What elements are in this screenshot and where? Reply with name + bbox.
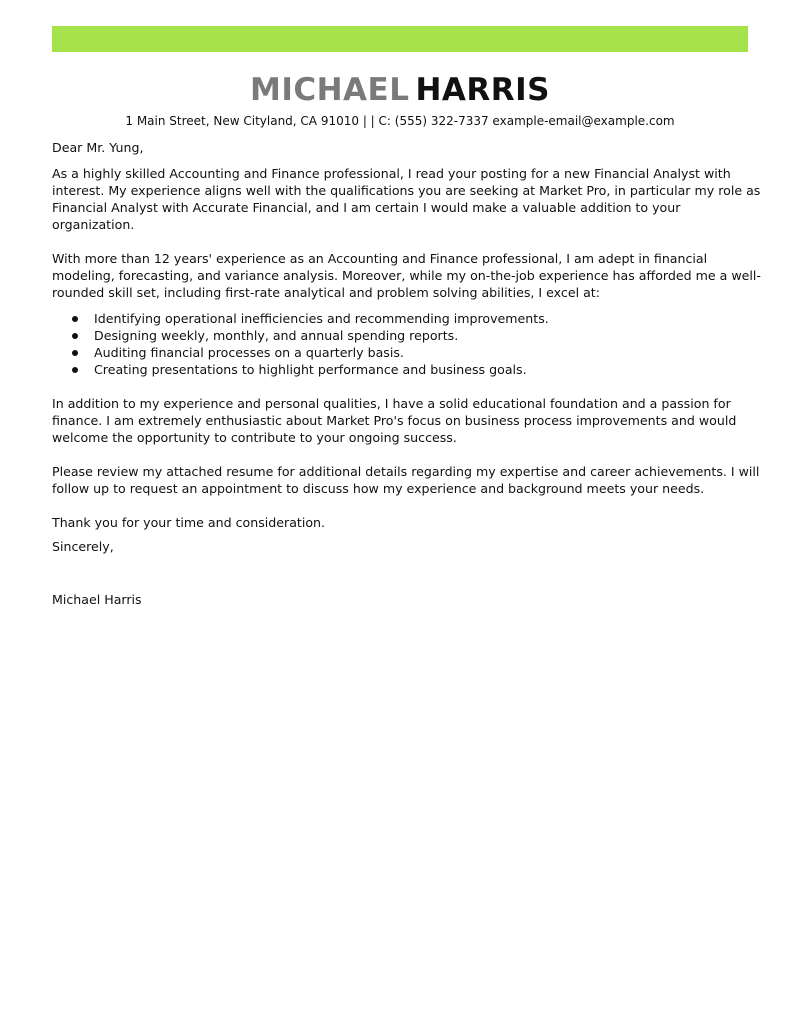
paragraph-experience: With more than 12 years' experience as an Accounting and Finance professional, I am adept in financial modeling, forecasting, and variance analysis. Moreover, while my on-the-job experience has afforded me a well-rounded skill set, including first-rate analytical and problem solving abilities, I excel at: bbox=[52, 251, 761, 300]
paragraph-education: In addition to my experience and personal qualities, I have a solid educational foundation and a passion for finance. I am extremely enthusiastic about Market Pro's focus on business process improvements and would welcome the opportunity to contribute to your ongoing success. bbox=[52, 396, 737, 445]
applicant-first-name: MICHAEL bbox=[249, 72, 410, 108]
applicant-last-name: HARRIS bbox=[415, 72, 551, 108]
closing-line: Thank you for your time and consideration. bbox=[52, 515, 326, 530]
list-item bbox=[52, 310, 762, 327]
list-item bbox=[52, 361, 762, 378]
list-item bbox=[52, 344, 762, 361]
list-item bbox=[52, 327, 762, 344]
skill-text: Identifying operational inefficiencies and recommending improvements. bbox=[94, 311, 549, 326]
bullet-icon bbox=[72, 316, 78, 322]
bullet-icon bbox=[72, 350, 78, 356]
bullet-icon bbox=[72, 333, 78, 339]
bullet-icon bbox=[72, 367, 78, 373]
skill-text: Creating presentations to highlight performance and business goals. bbox=[94, 362, 527, 377]
skill-text: Designing weekly, monthly, and annual spending reports. bbox=[94, 328, 459, 343]
salutation: Dear Mr. Yung, bbox=[52, 140, 144, 155]
signature-name: Michael Harris bbox=[52, 592, 142, 607]
applicant-name bbox=[0, 68, 800, 112]
contact-info: 1 Main Street, New Cityland, CA 91010 | | C: (555) 322-7337 example-email@example.com bbox=[125, 114, 675, 128]
letter-body bbox=[52, 139, 762, 625]
paragraph-follow-up: Please review my attached resume for additional details regarding my expertise and career achievements. I will follow up to request an appointment to discuss how my experience and background meets your needs. bbox=[52, 464, 760, 496]
skill-text: Auditing financial processes on a quarterly basis. bbox=[94, 345, 404, 360]
sign-off: Sincerely, bbox=[52, 539, 114, 554]
header-accent-bar bbox=[52, 26, 748, 52]
skills-list bbox=[52, 310, 762, 378]
paragraph-intro: As a highly skilled Accounting and Finance professional, I read your posting for a new Financial Analyst with interest. My experience aligns well with the qualifications you are seeking at Market Pro, in particular my role as Financial Analyst with Accurate Financial, and I am certain I would make a valuable addition to your organization. bbox=[52, 166, 761, 232]
